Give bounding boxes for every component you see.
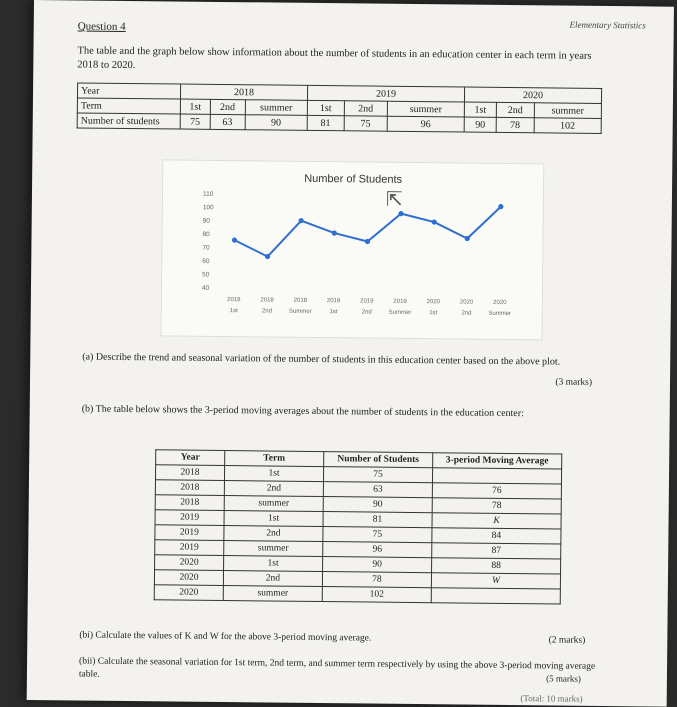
- part-bii-text: (bii) Calculate the seasonal variation for 1st term, 2nd term, and summer term respectively by using the above 3-period moving average table.: [78, 656, 596, 680]
- x-tick-year: 2020: [426, 299, 441, 306]
- term-cell: 1st: [307, 100, 344, 115]
- ma-cell: 2018: [155, 465, 224, 481]
- students-cell: 90: [245, 115, 308, 131]
- x-tick-term: Summer: [488, 310, 512, 318]
- x-tick-term: Summer: [388, 309, 412, 316]
- y-tick-label: 40: [201, 284, 210, 292]
- y-tick-label: 110: [202, 190, 214, 198]
- year-2019: 2019: [307, 85, 464, 102]
- ma-cell: 76: [432, 483, 561, 499]
- part-a-text: (a) Describe the trend and seasonal variation of the number of students in this education center based on the above plot.: [82, 351, 561, 368]
- ma-cell: 63: [323, 482, 432, 498]
- x-tick-term: 1st: [329, 309, 338, 316]
- term-cell: summer: [245, 100, 308, 116]
- x-tick-term: Summer: [288, 308, 312, 315]
- y-tick-label: 80: [202, 231, 210, 239]
- ma-cell: 2019: [155, 540, 224, 556]
- term-cell: 1st: [464, 102, 496, 117]
- ma-header-year: Year: [156, 450, 225, 466]
- ma-cell: 2019: [155, 525, 224, 541]
- x-tick-term: 2nd: [261, 308, 273, 315]
- ma-cell: 78: [432, 498, 561, 514]
- course-header: Elementary Statistics: [569, 19, 646, 31]
- ma-cell: [432, 468, 561, 484]
- x-tick-year: 2020: [459, 299, 474, 306]
- students-cell: 78: [496, 117, 534, 132]
- ma-cell: 84: [432, 528, 561, 544]
- x-tick-year: 2019: [393, 298, 407, 305]
- total-marks: (Total: 10 marks): [520, 693, 583, 704]
- ma-cell: 1st: [224, 556, 323, 572]
- term-cell: 2nd: [210, 99, 245, 114]
- ma-cell: 81: [323, 512, 432, 528]
- chart-title: Number of Students: [304, 172, 403, 186]
- ma-cell: 2nd: [224, 481, 323, 497]
- ma-cell: 75: [323, 527, 432, 543]
- part-bi-marks: (2 marks): [548, 635, 586, 646]
- ma-cell: 96: [323, 542, 432, 558]
- x-tick-year: 2018: [293, 297, 308, 304]
- mouse-cursor-icon: ⇱: [385, 188, 403, 211]
- ma-body: [154, 465, 561, 604]
- x-tick-year: 2019: [326, 298, 341, 305]
- ma-cell: 2nd: [224, 526, 323, 542]
- students-cell: 81: [307, 115, 344, 130]
- ma-cell: 2020: [154, 585, 223, 601]
- ma-cell: 2018: [155, 480, 224, 496]
- students-cell: 75: [180, 114, 210, 129]
- students-cell: 96: [387, 116, 464, 132]
- ma-row: [154, 585, 560, 604]
- ma-cell: 90: [323, 497, 432, 513]
- ma-cell: 88: [432, 558, 561, 574]
- x-tick-year: 2020: [493, 299, 507, 306]
- x-tick-year: 2018: [260, 297, 274, 304]
- ma-cell: 2020: [155, 555, 224, 571]
- ma-cell: 1st: [224, 511, 323, 527]
- term-cell: summer: [534, 103, 601, 119]
- students-cell: 75: [344, 116, 387, 131]
- ma-cell: summer: [224, 496, 323, 512]
- term-cell: 2nd: [344, 101, 387, 116]
- term-label: Term: [77, 98, 180, 114]
- x-tick-term: 2nd: [361, 309, 372, 316]
- series-line: [234, 204, 501, 259]
- y-tick-label: 90: [202, 217, 210, 225]
- data-point: [332, 230, 337, 235]
- x-tick-term: 1st: [229, 308, 238, 315]
- y-tick-label: 100: [202, 204, 214, 212]
- x-tick-term: 2nd: [461, 310, 472, 317]
- question-intro: The table and the graph below show information about the number of students in an education center in each term in years 2018 to 2020.: [77, 45, 592, 72]
- year-label: Year: [77, 83, 180, 99]
- ma-cell: 2nd: [223, 571, 322, 587]
- ma-cell: 90: [323, 557, 432, 573]
- part-bi-text: (bi) Calculate the values of K and W for the above 3-period moving average.: [79, 630, 372, 644]
- students-line-chart: [160, 159, 544, 340]
- ma-cell: summer: [224, 541, 323, 557]
- ma-header-moving-average: 3-period Moving Average: [433, 453, 562, 469]
- ma-header-term: Term: [225, 451, 324, 467]
- students-cell: 63: [210, 114, 245, 129]
- ma-cell: 1st: [224, 466, 323, 482]
- term-cell: 1st: [180, 99, 210, 114]
- ma-cell: 2018: [155, 495, 224, 511]
- y-tick-label: 50: [202, 271, 210, 279]
- students-table: [77, 82, 602, 133]
- ma-cell: W: [431, 573, 560, 589]
- part-bii-marks: (5 marks): [546, 673, 581, 684]
- x-tick-year: 2019: [360, 298, 374, 305]
- ma-header-students: Number of Students: [324, 452, 433, 468]
- ma-cell: 87: [432, 543, 561, 559]
- part-b-text: (b) The table below shows the 3-period moving averages about the number of students in the education center:: [81, 403, 524, 420]
- ma-cell: [431, 588, 560, 604]
- ma-cell: summer: [223, 586, 322, 602]
- ma-cell: 102: [322, 587, 431, 603]
- x-tick-term: 1st: [429, 310, 438, 317]
- y-tick-label: 70: [202, 244, 210, 252]
- chart-svg: [161, 160, 543, 339]
- x-tick-year: 2018: [227, 297, 241, 304]
- ma-cell: 2020: [154, 570, 223, 586]
- year-2020: 2020: [464, 87, 601, 103]
- year-2018: 2018: [180, 84, 307, 100]
- students-label: Number of students: [77, 113, 180, 129]
- ma-cell: 75: [323, 467, 432, 483]
- term-cell: summer: [387, 101, 464, 117]
- exam-page: [27, 0, 674, 707]
- part-a-marks: (3 marks): [555, 377, 593, 388]
- ma-cell: K: [432, 513, 561, 529]
- students-cell: 90: [464, 117, 496, 132]
- ma-cell: 78: [322, 572, 431, 588]
- term-cell: 2nd: [496, 102, 534, 117]
- students-cell: 102: [534, 118, 601, 134]
- moving-average-table: [154, 449, 563, 604]
- ma-cell: 2019: [155, 510, 224, 526]
- y-tick-label: 60: [202, 257, 210, 265]
- question-title: Question 4: [77, 20, 126, 33]
